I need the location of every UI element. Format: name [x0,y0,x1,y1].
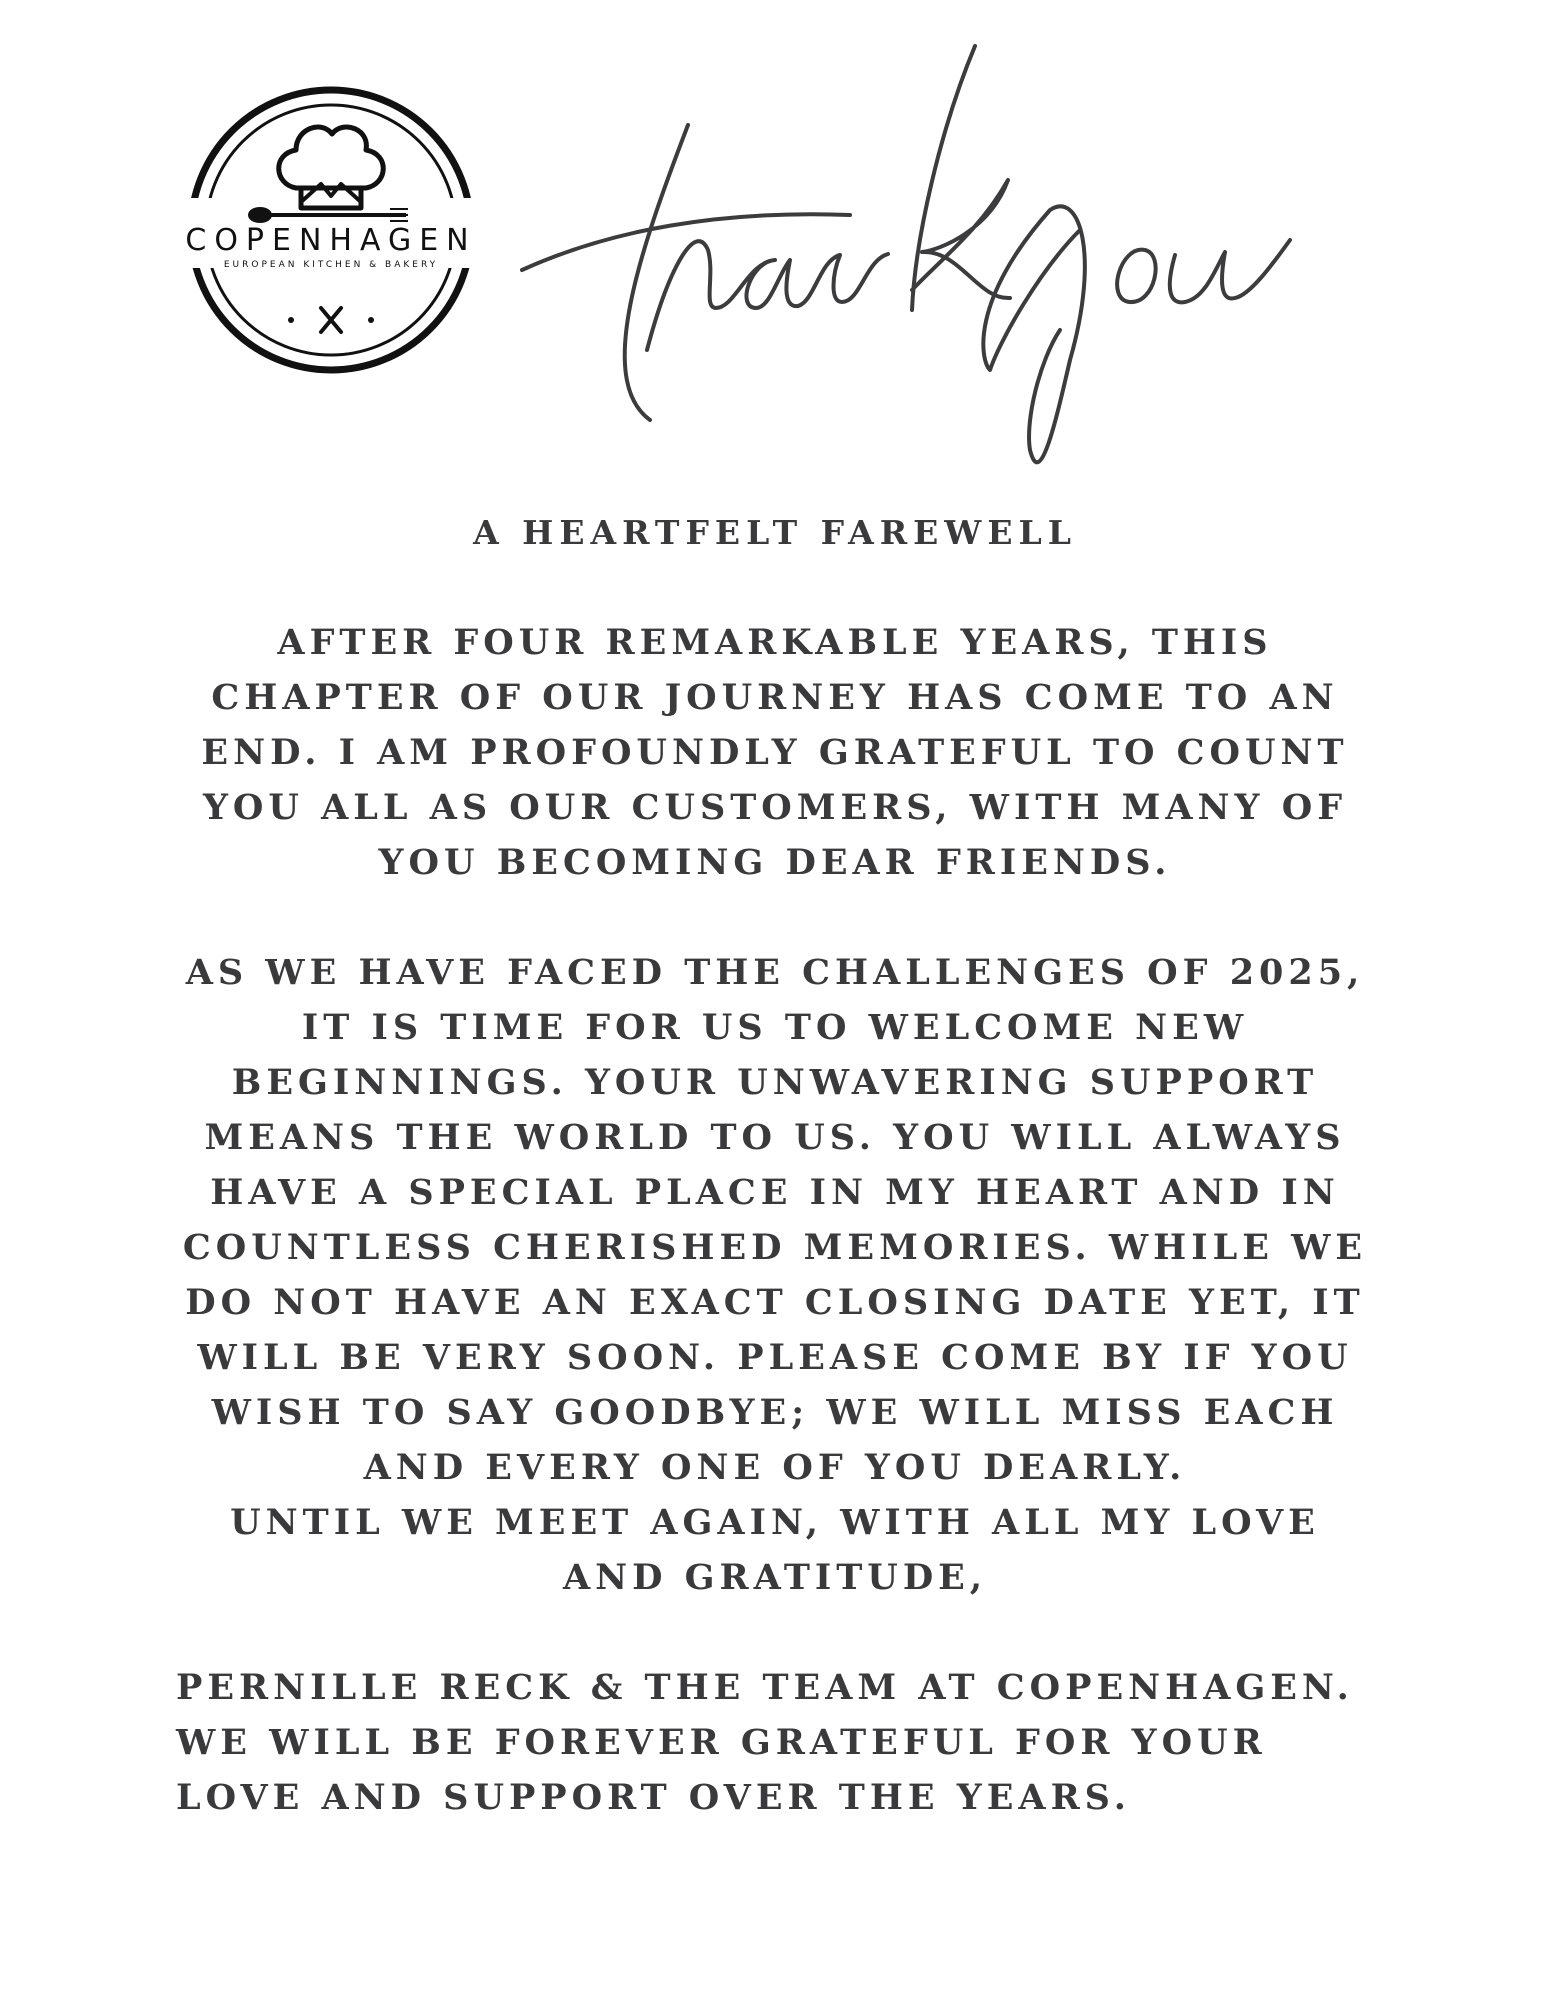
logo-tagline: EUROPEAN KITCHEN & BAKERY [223,260,439,270]
letter-paragraph-1: AFTER FOUR REMARKABLE YEARS, THIS CHAPTER OF OUR JOURNEY HAS COME TO AN END. I AM PROFOUNDLY GRATEFUL TO COUNT YOU ALL AS OUR CUSTOMERS, WITH MANY OF YOU BECOMING DEAR FRIENDS. [201,622,1349,883]
thank-you-script-title [520,40,1310,510]
letter-closing: UNTIL WE MEET AGAIN, WITH ALL MY LOVE AND GRATITUDE, [230,1502,1320,1598]
copenhagen-logo [176,80,486,380]
logo-brand-name: COPENHAGEN [185,223,477,258]
letter-signature: PERNILLE RECK & THE TEAM AT COPENHAGEN. WE WILL BE FOREVER GRATEFUL FOR YOUR LOVE AND SUPPORT OVER THE YEARS. [176,1667,1354,1818]
crossed-utensils-icon [321,308,341,332]
logo-dot [368,317,374,323]
chef-hat-icon [279,127,384,208]
letter-heading: A HEARTFELT FAREWELL [473,513,1077,552]
letter-paragraph-2: AS WE HAVE FACED THE CHALLENGES OF 2025, IT IS TIME FOR US TO WELCOME NEW BEGINNINGS. YOUR UNWAVERING SUPPORT MEANS THE WORLD TO US. YOU WILL ALWAYS HAVE A SPECIAL PLACE IN MY HEART AND IN COUNTLESS CHERISHED MEMORIES. WHILE WE DO NOT HAVE AN EXACT CLOSING DATE YET, IT WILL BE VERY SOON. PLEASE COME BY IF YOU WISH TO SAY GOODBYE; WE WILL MISS EACH AND EVERY ONE OF YOU DEARLY. [182,952,1368,1488]
logo-dot [288,317,294,323]
